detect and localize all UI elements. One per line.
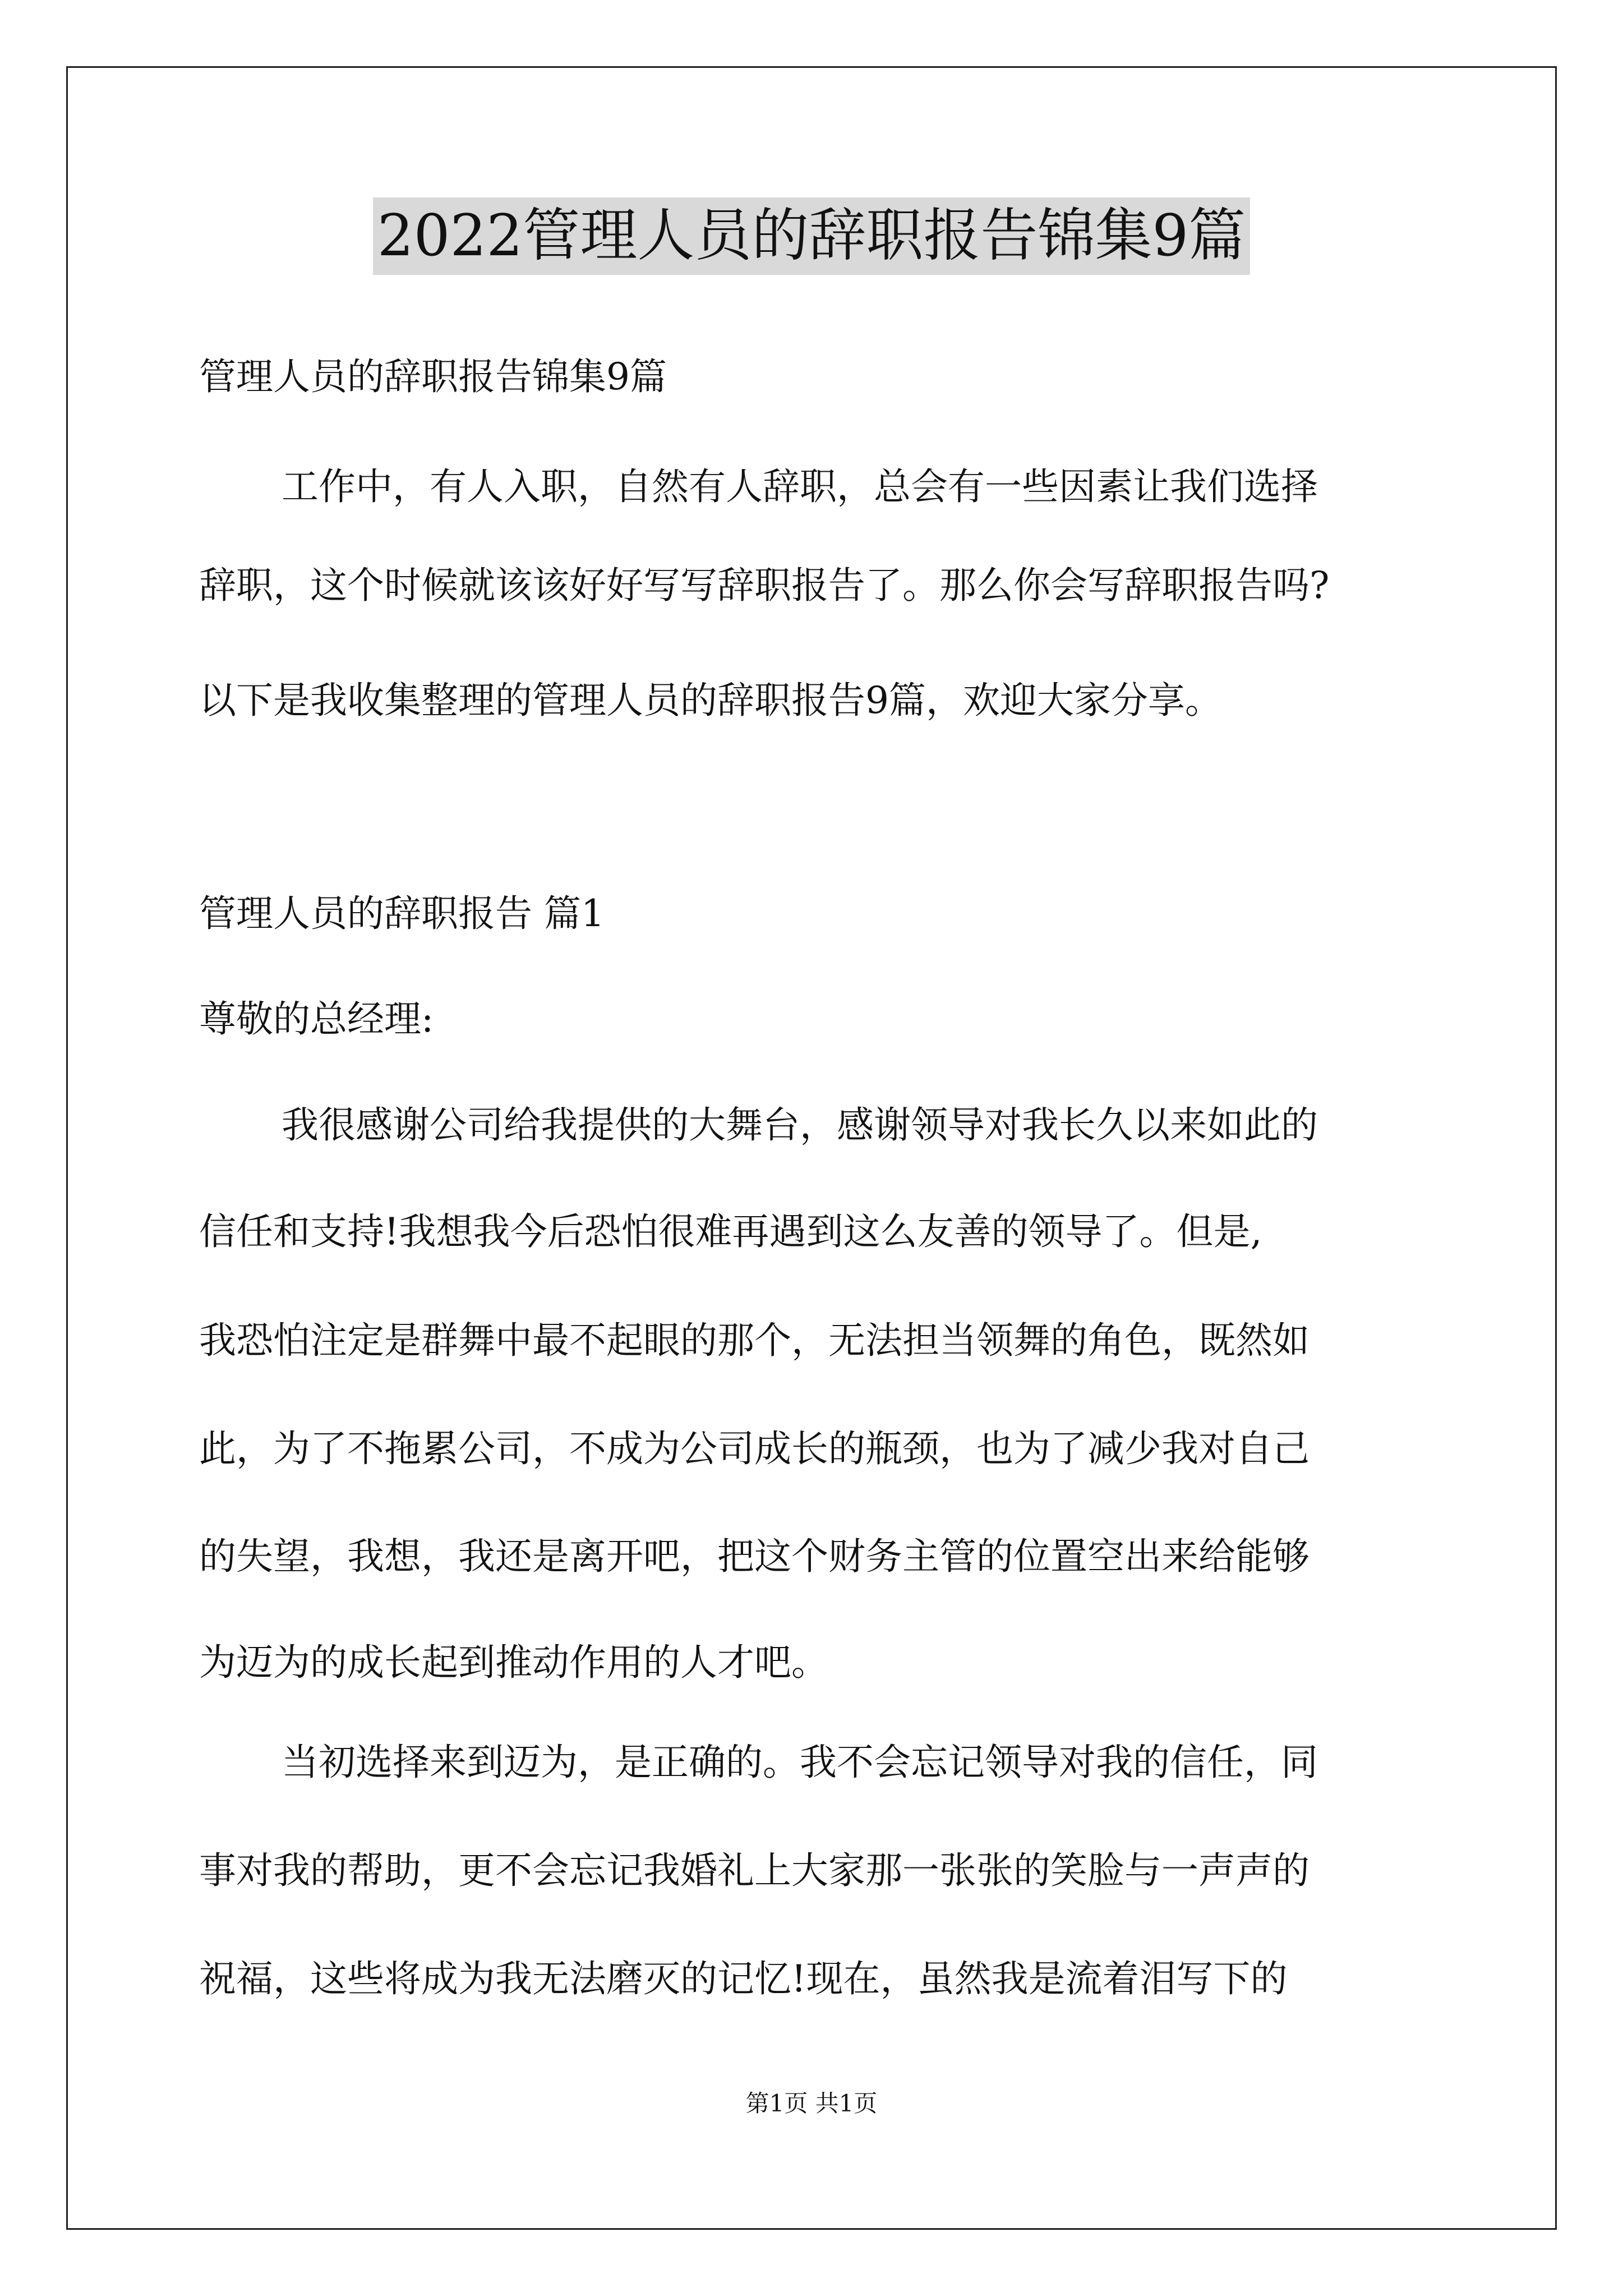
intro-line-2: 辞职，这个时候就该该好好写写辞职报告了。那么你会写辞职报告吗?: [199, 564, 1330, 607]
paragraph1-line-4: 此，为了不拖累公司，不成为公司成长的瓶颈，也为了减少我对自己: [199, 1427, 1310, 1470]
intro-line-1: 工作中，有人入职，自然有人辞职，总会有一些因素让我们选择: [282, 465, 1318, 508]
paragraph1-line-5: 的失望，我想，我还是离开吧，把这个财务主管的位置空出来给能够: [199, 1535, 1310, 1578]
section-heading: 管理人员的辞职报告 篇1: [199, 892, 605, 935]
salutation: 尊敬的总经理:: [199, 997, 434, 1041]
paragraph2-line-1: 当初选择来到迈为，是正确的。我不会忘记领导对我的信任，同: [282, 1741, 1318, 1784]
document-title: 2022管理人员的辞职报告锦集9篇: [373, 197, 1250, 275]
document-subtitle: 管理人员的辞职报告锦集9篇: [199, 355, 667, 398]
title-container: [0, 197, 1623, 275]
paragraph1-line-3: 我恐怕注定是群舞中最不起眼的那个，无法担当领舞的角色，既然如: [199, 1319, 1310, 1362]
paragraph1-line-6: 为迈为的成长起到推动作用的人才吧。: [199, 1641, 828, 1684]
paragraph2-line-2: 事对我的帮助，更不会忘记我婚礼上大家那一张张的笑脸与一声声的: [199, 1849, 1310, 1892]
intro-line-3: 以下是我收集整理的管理人员的辞职报告9篇，欢迎大家分享。: [199, 679, 1222, 722]
paragraph1-line-1: 我很感谢公司给我提供的大舞台，感谢领导对我长久以来如此的: [282, 1103, 1318, 1147]
paragraph1-line-2: 信任和支持!我想我今后恐怕很难再遇到这么友善的领导了。但是,: [199, 1210, 1262, 1253]
paragraph2-line-3: 祝福，这些将成为我无法磨灭的记忆!现在，虽然我是流着泪写下的: [199, 1957, 1288, 2000]
page-footer: 第1页 共1页: [745, 2090, 878, 2117]
